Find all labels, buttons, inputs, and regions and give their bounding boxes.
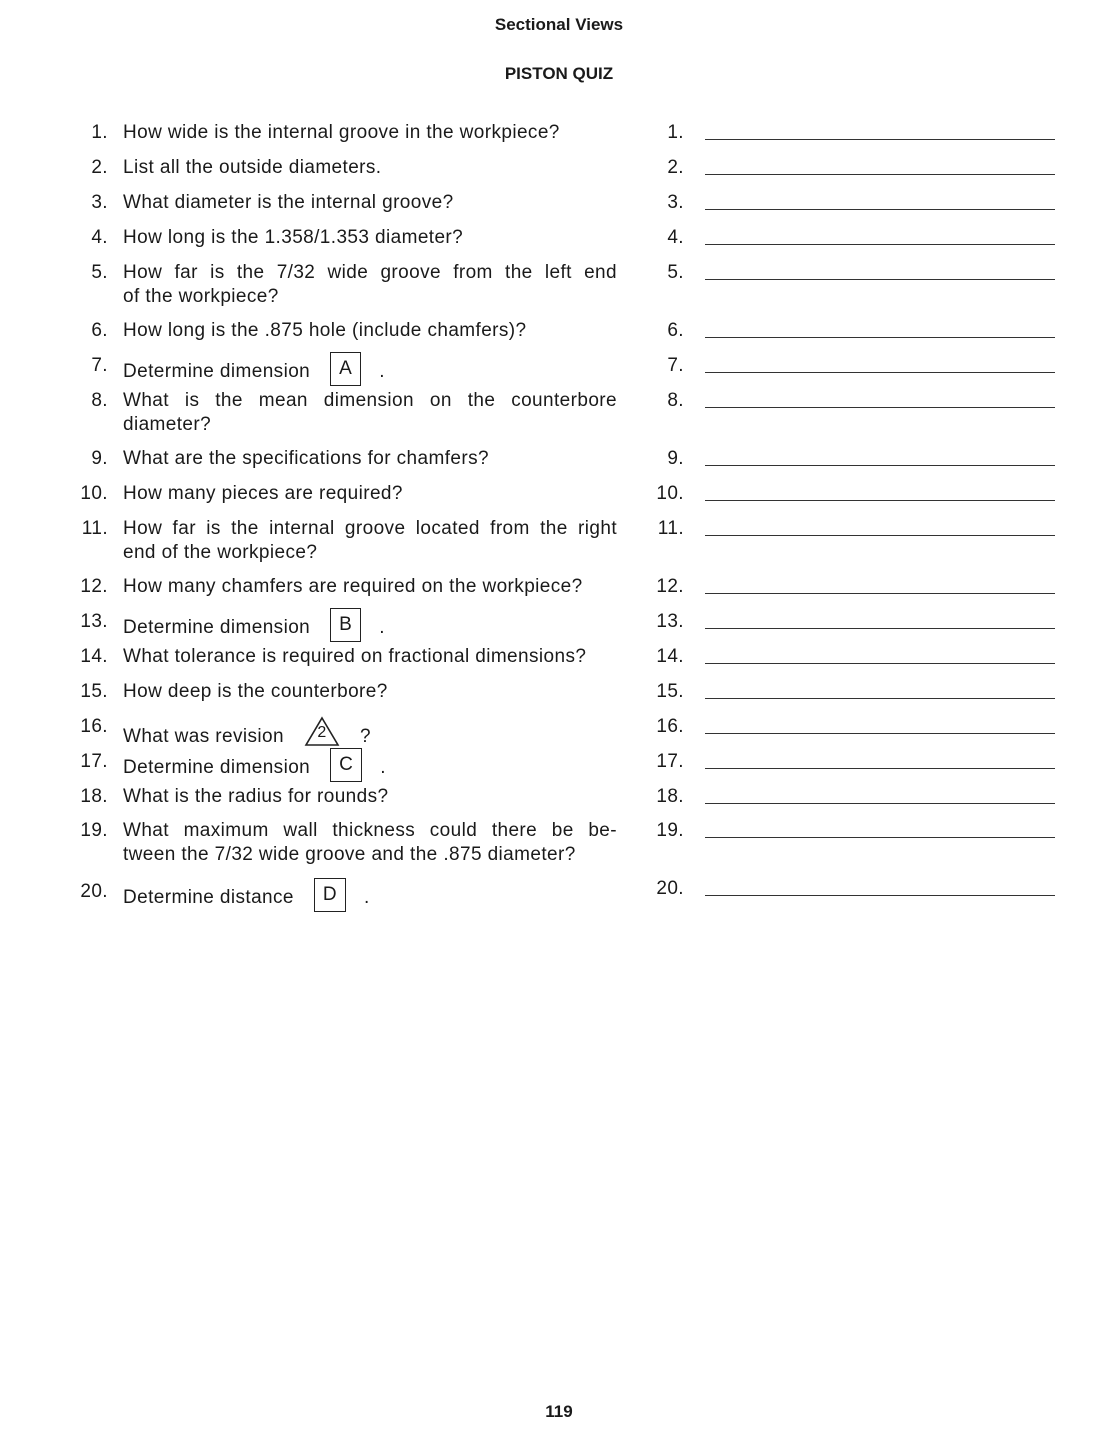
question-number: 6. (91, 320, 108, 341)
question-number: 15. (80, 681, 108, 702)
question-number: 9. (91, 448, 108, 469)
question-number: 7. (91, 355, 108, 376)
answer-number: 17. (656, 751, 684, 772)
question-number: 3. (91, 192, 108, 213)
section-title: Sectional Views (494, 15, 624, 34)
answer-number: 6. (667, 320, 684, 341)
question-text: What are the specifications for chamfers? (123, 448, 489, 469)
question-number: 17. (80, 751, 108, 772)
question-text: Determine dimension (123, 361, 311, 382)
question-text-continued: tween the 7/32 wide groove and the .875 diameter? (123, 844, 576, 865)
page-number: 119 (545, 1402, 573, 1421)
question-text: How many pieces are required? (123, 483, 403, 504)
question-number: 13. (80, 611, 108, 632)
answer-blank-line[interactable] (705, 174, 1055, 175)
answer-number: 15. (656, 681, 684, 702)
question-number: 12. (80, 576, 108, 597)
answer-number: 16. (656, 716, 684, 737)
answer-number: 11. (657, 518, 684, 539)
answer-blank-line[interactable] (705, 698, 1055, 699)
question-text: Determine dimension (123, 757, 311, 778)
answer-blank-line[interactable] (705, 279, 1055, 280)
answer-number: 1. (667, 122, 684, 143)
revision-triangle-icon (304, 716, 340, 746)
answer-number: 19. (656, 820, 684, 841)
answer-number: 8. (667, 390, 684, 411)
question-text: How long is the .875 hole (include chamfers)? (123, 320, 527, 341)
question-text: How far is the internal groove located from the right (123, 518, 617, 539)
question-text: How far is the 7/32 wide groove from the left end (123, 262, 617, 283)
answer-blank-line[interactable] (705, 628, 1055, 629)
answer-blank-line[interactable] (705, 837, 1055, 838)
question-text: What tolerance is required on fractional dimensions? (123, 646, 587, 667)
answer-blank-line[interactable] (705, 663, 1055, 664)
answer-blank-line[interactable] (705, 372, 1055, 373)
dimension-label-box: A (330, 352, 361, 386)
answer-blank-line[interactable] (705, 337, 1055, 338)
dimension-label-box: B (330, 608, 361, 642)
answer-number: 9. (667, 448, 684, 469)
question-number: 1. (91, 122, 108, 143)
answer-number: 13. (656, 611, 684, 632)
question-text: List all the outside diameters. (123, 157, 382, 178)
answer-number: 10. (656, 483, 684, 504)
question-number: 10. (80, 483, 108, 504)
answer-blank-line[interactable] (705, 895, 1055, 896)
question-text-continued: end of the workpiece? (123, 542, 318, 563)
question-text: What is the mean dimension on the counterbore (123, 390, 617, 411)
question-suffix: . (379, 361, 385, 382)
answer-blank-line[interactable] (705, 733, 1055, 734)
question-suffix: ? (359, 726, 371, 747)
question-text: What diameter is the internal groove? (123, 192, 454, 213)
answer-blank-line[interactable] (705, 465, 1055, 466)
question-text: How long is the 1.358/1.353 diameter? (123, 227, 464, 248)
answer-blank-line[interactable] (705, 244, 1055, 245)
answer-blank-line[interactable] (705, 209, 1055, 210)
answer-number: 12. (656, 576, 684, 597)
answer-number: 14. (656, 646, 684, 667)
answer-blank-line[interactable] (705, 500, 1055, 501)
question-number: 20. (80, 881, 108, 902)
question-number: 19. (80, 820, 108, 841)
dimension-label-box: D (314, 878, 346, 912)
question-suffix: . (380, 757, 386, 778)
question-text-continued: of the workpiece? (123, 286, 279, 307)
question-text: What was revision (123, 726, 284, 747)
question-number: 8. (91, 390, 108, 411)
question-text: How wide is the internal groove in the workpiece? (123, 122, 560, 143)
quiz-title: PISTON QUIZ (504, 64, 614, 83)
revision-number: 2 (317, 724, 327, 741)
answer-number: 5. (667, 262, 684, 283)
question-number: 11. (81, 518, 108, 539)
question-text: Determine dimension (123, 617, 311, 638)
answer-number: 4. (667, 227, 684, 248)
question-number: 18. (80, 786, 108, 807)
question-text: How deep is the counterbore? (123, 681, 388, 702)
answer-number: 18. (656, 786, 684, 807)
answer-blank-line[interactable] (705, 535, 1055, 536)
question-number: 2. (91, 157, 108, 178)
question-number: 5. (91, 262, 108, 283)
question-suffix: . (364, 887, 370, 908)
answer-blank-line[interactable] (705, 407, 1055, 408)
answer-blank-line[interactable] (705, 593, 1055, 594)
answer-number: 2. (667, 157, 684, 178)
question-text: How many chamfers are required on the workpiece? (123, 576, 583, 597)
question-number: 16. (80, 716, 108, 737)
answer-blank-line[interactable] (705, 768, 1055, 769)
question-text: What maximum wall thickness could there be be- (123, 820, 617, 841)
question-suffix: . (379, 617, 385, 638)
answer-blank-line[interactable] (705, 139, 1055, 140)
question-number: 14. (80, 646, 108, 667)
question-text-continued: diameter? (123, 414, 212, 435)
answer-blank-line[interactable] (705, 803, 1055, 804)
answer-number: 3. (667, 192, 684, 213)
question-text: What is the radius for rounds? (123, 786, 389, 807)
answer-number: 20. (656, 878, 684, 899)
question-text: Determine distance (123, 887, 294, 908)
dimension-label-box: C (330, 748, 362, 782)
answer-number: 7. (667, 355, 684, 376)
question-number: 4. (91, 227, 108, 248)
